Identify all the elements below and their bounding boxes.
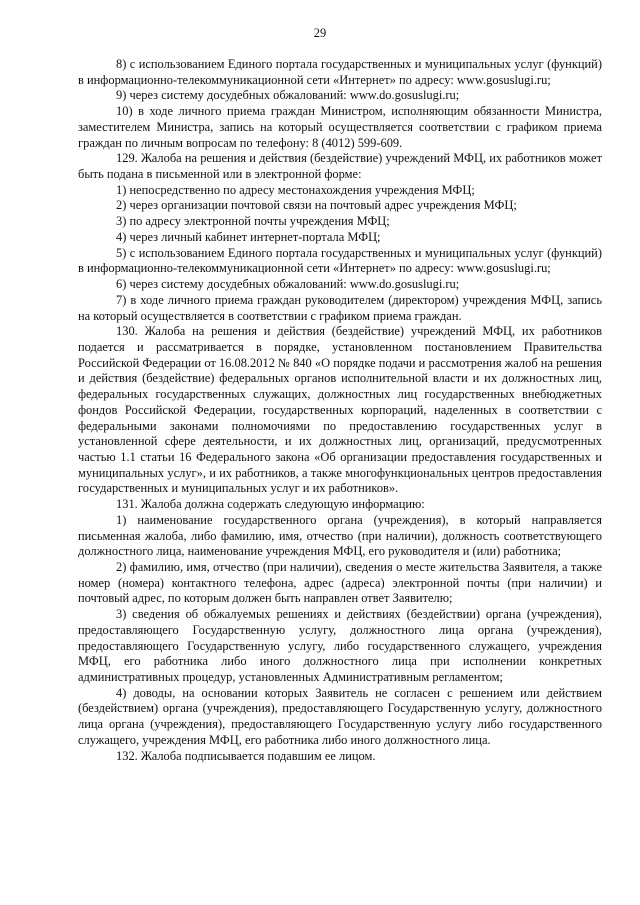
paragraph-item-9: 9) через систему досудебных обжалований: www.do.gosuslugi.ru; [116, 88, 460, 103]
paragraph-131-item-2: 2) фамилию, имя, отчество (при наличии), сведения о месте жительства Заявителя, а также номер (номера) контактного телефона, адрес (адреса) электронной почты (при наличии) и почтовый адрес, по которым должен быть направлен ответ Заявителю; [78, 560, 602, 606]
document-body [78, 57, 602, 764]
paragraph-129-item-7: 7) в ходе личного приема граждан руководителем (директором) учреждения МФЦ, запись на который осуществляется в соответствии с графиком приема граждан. [78, 292, 602, 323]
paragraph-129-item-1: 1) непосредственно по адресу местонахождения учреждения МФЦ; [116, 182, 475, 197]
paragraph-129-item-6: 6) через систему досудебных обжалований: www.do.gosuslugi.ru; [116, 277, 460, 292]
paragraph-clause-129: 129. Жалоба на решения и действия (бездействие) учреждений МФЦ, их работников может быть подана в письменной или в электронной форме: [78, 151, 602, 182]
paragraph-131-item-4: 4) доводы, на основании которых Заявитель не согласен с решением или действием (бездействием) органа (учреждения), предоставляющего Государственную услугу, должностного лица органа (учреждения), предоставляющего Государственную услугу либо государственного служащего, учреждения МФЦ, его работника либо иного должностного лица. [78, 685, 602, 747]
paragraph-clause-131: 131. Жалоба должна содержать следующую информацию: [116, 497, 425, 512]
paragraph-131-item-1: 1) наименование государственного органа (учреждения), в который направляется письменная жалоба, либо фамилию, имя, отчество (при наличии), должность соответствующего должностного лица, наименование учреждения МФЦ, его руководителя и (или) работника; [78, 512, 602, 559]
paragraph-129-item-4: 4) через личный кабинет интернет-портала МФЦ; [116, 229, 381, 244]
paragraph-clause-132: 132. Жалоба подписывается подавшим ее лицом. [116, 748, 376, 763]
page-number: 29 [313, 26, 327, 40]
paragraph-clause-130: 130. Жалоба на решения и действия (бездействие) учреждений МФЦ, их работников подается и рассматривается в порядке, установленном постановлением Правительства Российской Федерации от 16.08.2012 № 840 «О порядке подачи и рассмотрения жалоб на решения и действия (бездействие) федеральных органов исполнительной власти и их должностных лиц, федеральных государственных служащих, должностных лиц государственных внебюджетных фондов Российской Федерации, государственных корпораций, наделенных в соответствии с федеральными законами полномочиями по предоставлению государственных услуг в установленной сфере деятельности, и их должностных лиц, организаций, предусмотренных частью 1.1 статьи 16 Федерального закона «Об организации предоставления государственных и муниципальных услуг», и их работников, а также многофункциональных центров предоставления государственных и муниципальных услуг и их работников». [78, 324, 602, 496]
paragraph-131-item-3: 3) сведения об обжалуемых решениях и действиях (бездействии) органа (учреждения), предоставляющего Государственную услугу, должностного лица органа (учреждения), предоставляющего Государственную услугу, либо государственного служащего, учреждения МФЦ, его работника либо иного должностного лица при исполнении конкретных административных процедур, установленных Административным регламентом; [78, 607, 602, 685]
paragraph-item-10: 10) в ходе личного приема граждан Министром, исполняющим обязанности Министра, заместителем Министра, запись на который осуществляется соответствии с графиком приема граждан по личным вопросам по телефону: 8 (4012) 599-609. [78, 104, 602, 150]
paragraph-129-item-5: 5) с использованием Единого портала государственных и муниципальных услуг (функций) в информационно-телекоммуникационной сети «Интернет» по адресу: www.gosuslugi.ru; [78, 245, 602, 276]
paragraph-129-item-2: 2) через организации почтовой связи на почтовый адрес учреждения МФЦ; [116, 198, 517, 213]
paragraph-item-8: 8) с использованием Единого портала государственных и муниципальных услуг (функций) в информационно-телекоммуникационной сети «Интернет» по адресу: www.gosuslugi.ru; [78, 57, 602, 87]
paragraph-129-item-3: 3) по адресу электронной почты учреждения МФЦ; [116, 214, 390, 229]
